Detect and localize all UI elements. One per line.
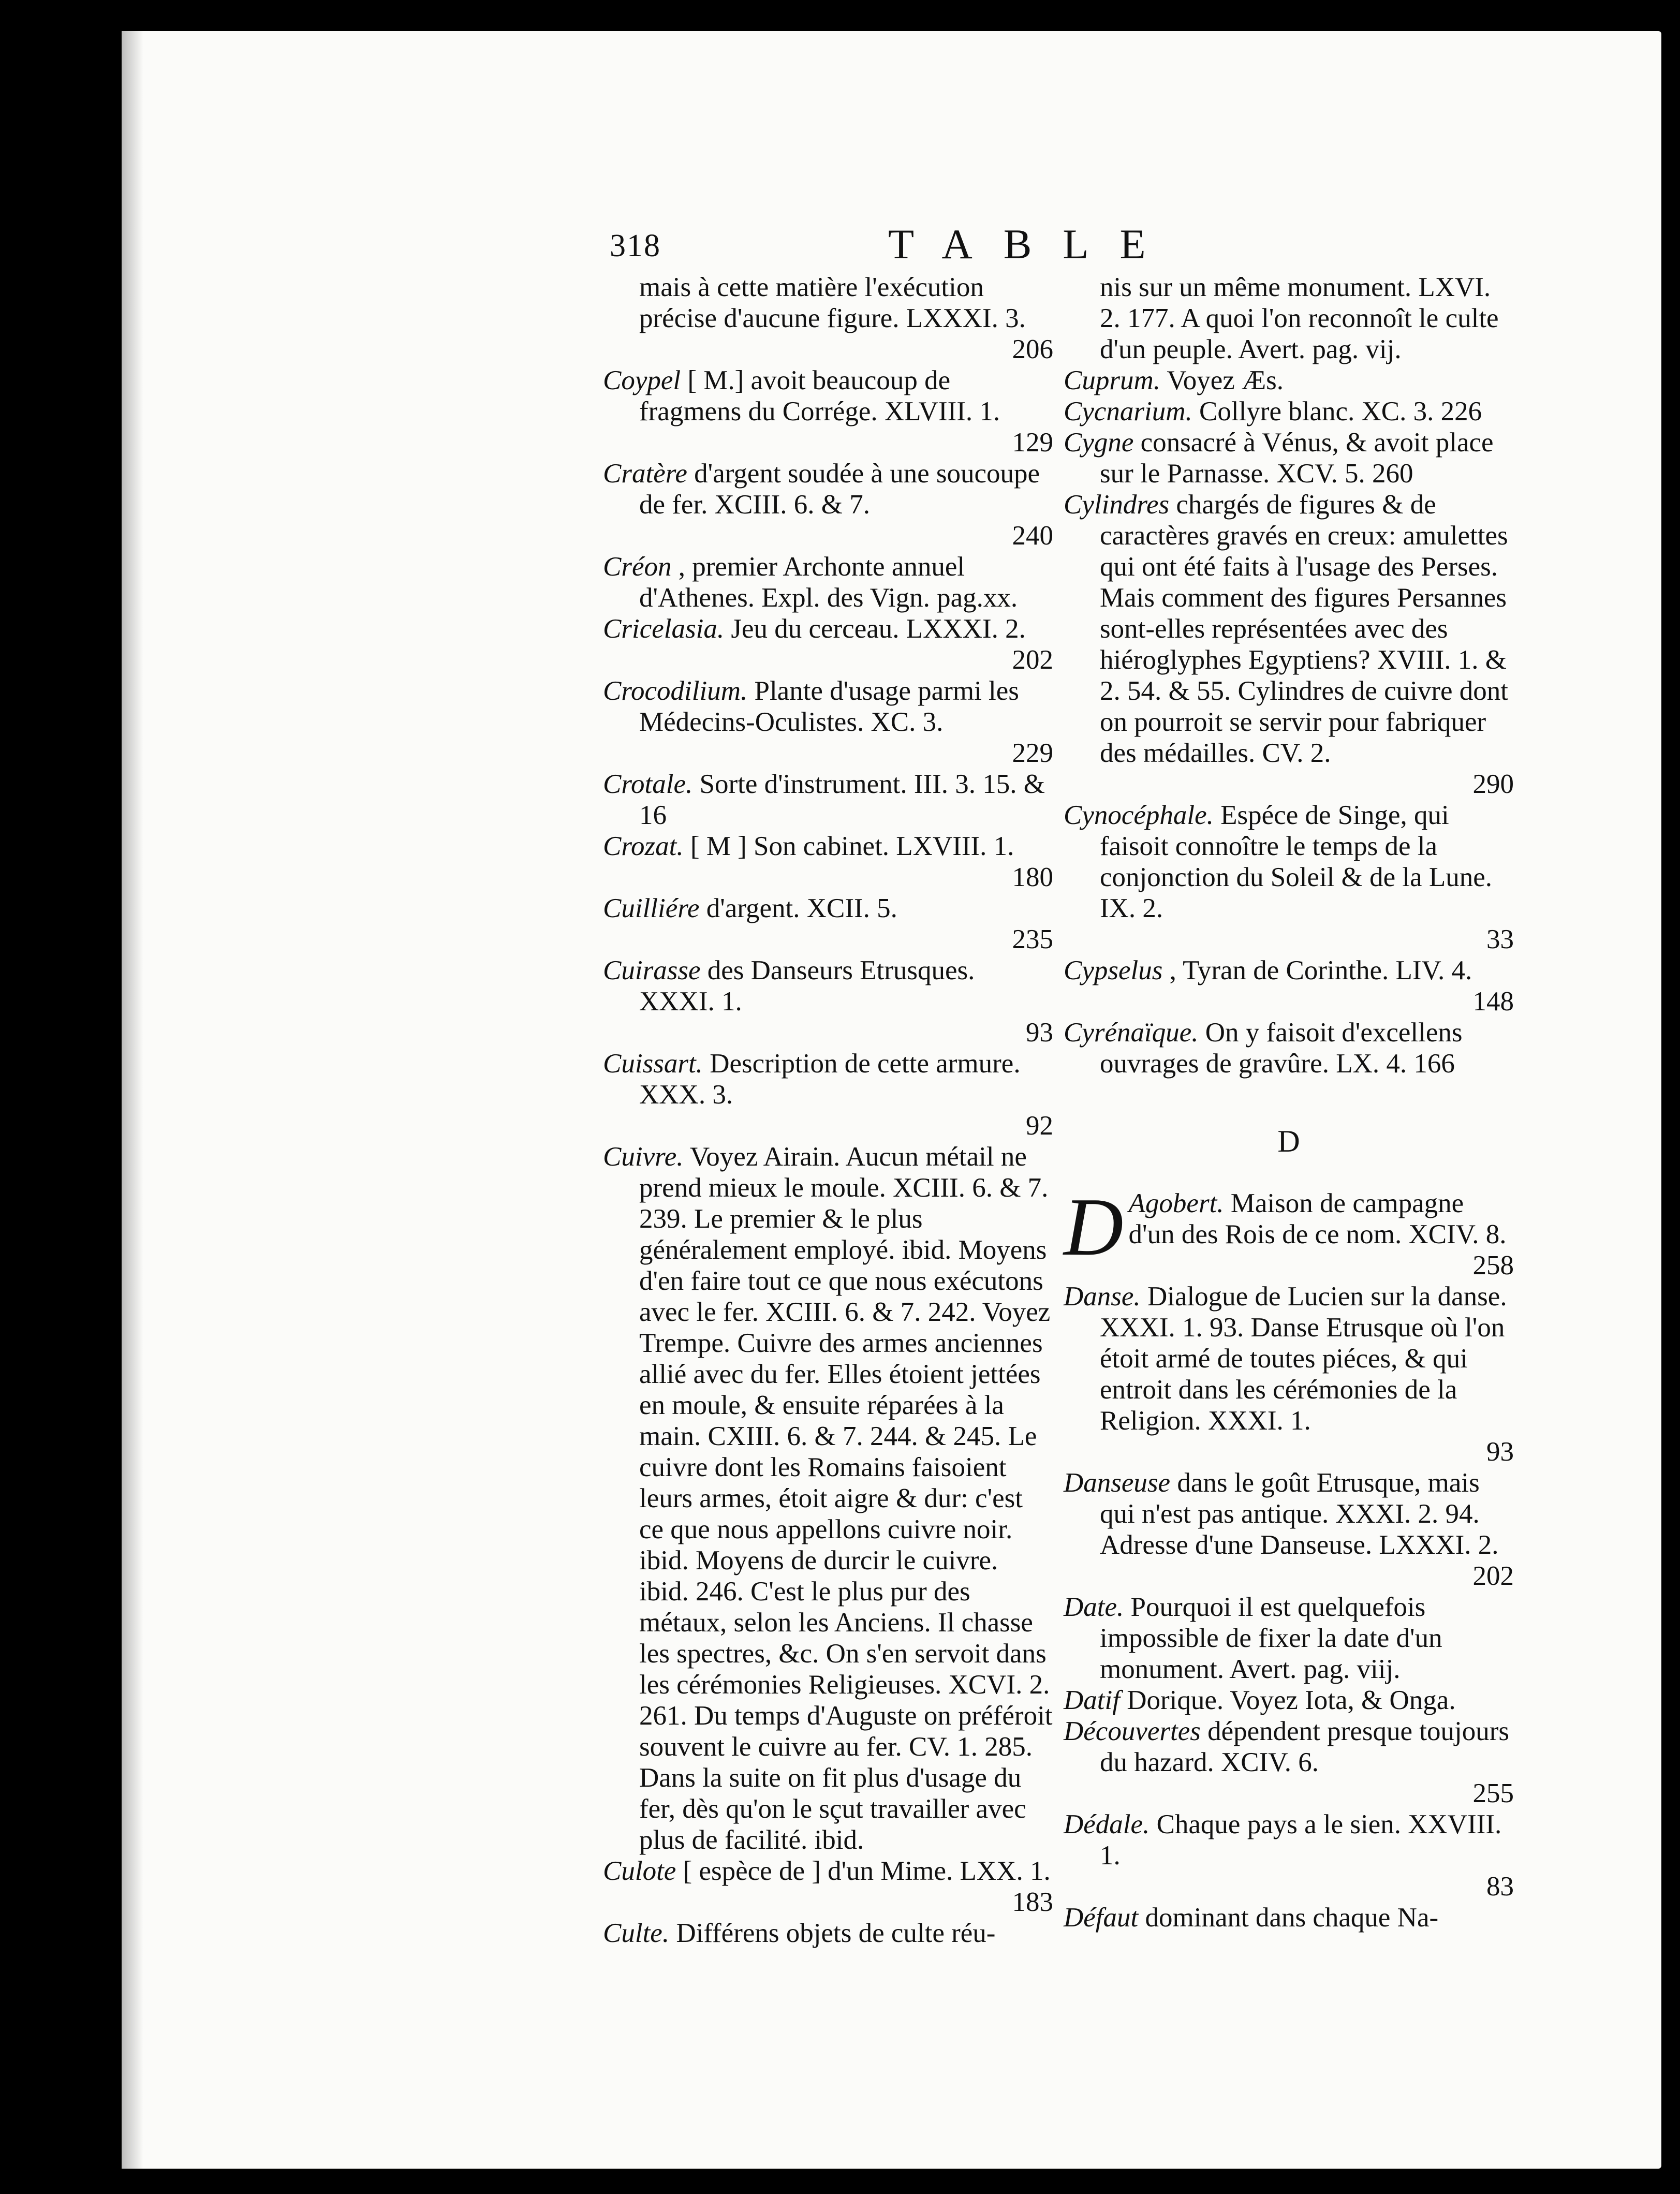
entry-text: Chaque pays a le sien. XXVIII. 1. [1100, 1809, 1502, 1871]
entry-text: dépendent presque toujours du hazard. XCIV. 6. [1100, 1716, 1509, 1777]
right-column [1064, 272, 1514, 1933]
entry-headword: Crotale. [603, 769, 693, 799]
entry-headword: Coypel [603, 365, 681, 395]
entry-text: consacré à Vénus, & avoit place sur le Parnasse. XCV. 5. 260 [1100, 428, 1494, 489]
index-entry [1064, 1181, 1514, 1281]
index-entry [603, 1918, 1053, 1949]
entry-page-ref: 92 [1026, 1111, 1053, 1141]
index-entry [1064, 1017, 1514, 1079]
entry-headword: Cygne [1064, 428, 1134, 458]
index-entry [603, 551, 1053, 613]
entry-page-ref: 290 [1472, 769, 1514, 799]
entry-text: d'argent. XCII. 5. [706, 893, 897, 923]
entry-page-ref: 33 [1486, 924, 1514, 954]
index-entry [603, 769, 1053, 831]
index-entry [603, 1856, 1053, 1918]
index-entry [603, 893, 1053, 955]
entry-page-ref: 183 [1012, 1887, 1053, 1917]
page-gutter-shadow [122, 31, 143, 2169]
entry-text: Dorique. Voyez Iota, & Onga. [1127, 1685, 1456, 1715]
index-entry [1064, 396, 1514, 427]
entry-headword: Date. [1064, 1592, 1124, 1622]
entry-text: Collyre blanc. XC. 3. 226 [1199, 396, 1482, 426]
entry-headword: Cylindres [1064, 490, 1170, 520]
entry-headword: Dédale. [1064, 1809, 1150, 1839]
entry-page-ref: 148 [1472, 986, 1514, 1017]
entry-headword: Culte. [603, 1918, 670, 1948]
entry-headword: Cycnarium. [1064, 396, 1192, 426]
index-entry [1064, 489, 1514, 800]
entry-text: Voyez Æs. [1167, 365, 1284, 395]
entry-text: , Tyran de Corinthe. LIV. 4. [1169, 955, 1472, 985]
index-entry [603, 955, 1053, 1048]
entry-text: Dialogue de Lucien sur la danse. XXXI. 1. 93. Danse Etrusque où l'on étoit armé de toutes piéces, & qui entroit dans les cérémonies de la Religion. XXXI. 1. [1100, 1282, 1507, 1436]
entry-headword: Défaut [1064, 1903, 1139, 1933]
page-number: 318 [610, 228, 661, 263]
entry-page-ref: 93 [1486, 1437, 1514, 1467]
entry-text: nis sur un même monument. LXVI. 2. 177. A quoi l'on reconnoît le culte d'un peuple. Avert. pag. vij. [1100, 272, 1499, 364]
entry-headword: Cuilliére [603, 893, 700, 923]
entry-text: Pourquoi il est quelquefois impossible de fixer la date d'un monument. Avert. pag. viij. [1100, 1592, 1442, 1684]
section-letter: D [1277, 1124, 1300, 1158]
index-entry [1064, 427, 1514, 489]
dropcap-letter: D [1064, 1181, 1124, 1273]
index-entry [603, 1048, 1053, 1141]
entry-page-ref: 129 [1012, 428, 1053, 458]
entry-page-ref: 83 [1486, 1872, 1514, 1902]
entry-page-ref: 180 [1012, 862, 1053, 892]
entry-text: [ espèce de ] d'un Mime. LXX. 1. [683, 1856, 1051, 1886]
index-entry [603, 365, 1053, 458]
entry-text: dominant dans chaque Na- [1145, 1903, 1439, 1933]
entry-headword: Cuivre. [603, 1142, 684, 1172]
index-entry [1064, 365, 1514, 396]
entry-headword: Crozat. [603, 831, 684, 861]
entry-text: , premier Archonte annuel d'Athenes. Expl. des Vign. pag.xx. [639, 552, 1018, 613]
entry-headword: Cuprum. [1064, 365, 1161, 395]
entry-headword: Cuirasse [603, 955, 701, 985]
entry-page-ref: 258 [1472, 1250, 1514, 1280]
index-entry [1064, 272, 1514, 365]
entry-headword: Crocodilium. [603, 676, 748, 706]
entry-text: chargés de figures & de caractères gravés en creux: amulettes qui ont été faits à l'usage des Perses. Mais comment des figures Persannes sont-elles représentées avec des hiéroglyphes Egyptiens? XVIII. 1. & 2. 54. & 55. Cylindres de cuivre dont on pourroit se servir pour fabriquer des médailles. CV. 2. [1100, 490, 1508, 768]
index-entry [603, 613, 1053, 675]
entry-page-ref: 206 [1012, 334, 1053, 364]
entry-text: Plante d'usage parmi les Médecins-Oculistes. XC. 3. [639, 676, 1019, 737]
index-entry [603, 272, 1053, 365]
index-entry [1064, 1592, 1514, 1685]
entry-page-ref: 229 [1012, 738, 1053, 768]
entry-page-ref: 235 [1012, 924, 1053, 954]
index-entry [1064, 955, 1514, 1017]
index-entry [603, 458, 1053, 551]
index-entry [1064, 1902, 1514, 1933]
entry-headword: Agobert. [1128, 1188, 1224, 1218]
right-column-d-entries [1064, 1181, 1514, 1933]
entry-headword: Cricelasia. [603, 614, 725, 644]
entry-text: Jeu du cerceau. LXXXI. 2. [731, 614, 1026, 644]
index-entry [1064, 800, 1514, 955]
index-entry [1064, 1685, 1514, 1716]
entry-text: On y faisoit d'excellens ouvrages de gravûre. LX. 4. 166 [1100, 1018, 1463, 1079]
entry-headword: Danse. [1064, 1282, 1141, 1312]
index-entry [603, 831, 1053, 893]
index-entry [603, 675, 1053, 769]
entry-text: d'argent soudée à une soucoupe de fer. XCIII. 6. & 7. [639, 459, 1040, 520]
entry-text: Espéce de Singe, qui faisoit connoître le temps de la conjonction du Soleil & de la Lune. IX. 2. [1100, 800, 1493, 923]
entry-headword: Cuissart. [603, 1049, 703, 1079]
entry-text: dans le goût Etrusque, mais qui n'est pas antique. XXXI. 2. 94. Adresse d'une Danseuse. LXXXI. 2. [1100, 1468, 1499, 1560]
entry-headword: Cypselus [1064, 955, 1163, 985]
running-title: TABLE [888, 220, 1177, 268]
index-entry [1064, 1281, 1514, 1467]
entry-text: Maison de campagne d'un des Rois de ce nom. XCIV. 8. [1128, 1188, 1507, 1249]
entry-text: Sorte d'instrument. III. 3. 15. & 16 [639, 769, 1045, 830]
entry-headword: Cratère [603, 459, 687, 489]
index-entry [603, 1141, 1053, 1856]
entry-headword: Danseuse [1064, 1468, 1171, 1498]
entry-text: Voyez Airain. Aucun métail ne prend mieux le moule. XCIII. 6. & 7. 239. Le premier & le plus généralement employé. ibid. Moyens d'en faire tout ce que nous exécutons avec le fer. XCIII. 6. & 7. 242. Voyez Trempe. Cuivre des armes anciennes allié avec du fer. Elles étoient jettées en moule, & ensuite réparées à la main. CXIII. 6. & 7. 244. & 245. Le cuivre dont les Romains faisoient leurs armes, étoit aigre & dur: c'est ce que nous appellons cuivre noir. ibid. Moyens de durcir le cuivre. ibid. 246. C'est le plus pur des métaux, selon les Anciens. Il chasse les spectres, &c. On s'en servoit dans les cérémonies Religieuses. XCVI. 2. 261. Du temps d'Auguste on préféroit souvent le cuivre au fer. CV. 1. 285. Dans la suite on fit plus d'usage du fer, dès qu'on le sçut travailler avec plus de facilité. ibid. [639, 1142, 1053, 1855]
entry-headword: Culote [603, 1856, 676, 1886]
index-entry [1064, 1467, 1514, 1592]
entry-page-ref: 255 [1472, 1778, 1514, 1808]
right-column-c-entries [1064, 272, 1514, 1079]
index-entry [1064, 1716, 1514, 1809]
entry-text: Description de cette armure. XXX. 3. [639, 1049, 1021, 1110]
index-entry [1064, 1809, 1514, 1902]
entry-page-ref: 202 [1472, 1561, 1514, 1591]
entry-text: des Danseurs Etrusques. XXXI. 1. [639, 955, 975, 1017]
entry-headword: Cyrénaïque. [1064, 1018, 1199, 1048]
entry-text: mais à cette matière l'exécution précise d'aucune figure. LXXXI. 3. [639, 272, 1026, 333]
entry-text: Différens objets de culte réu- [676, 1918, 996, 1948]
entry-headword: Cynocéphale. [1064, 800, 1214, 830]
entry-text: [ M ] Son cabinet. LXVIII. 1. [690, 831, 1014, 861]
entry-headword: Datif [1064, 1685, 1120, 1715]
entry-headword: Créon [603, 552, 672, 582]
entry-page-ref: 93 [1026, 1018, 1053, 1048]
entry-page-ref: 240 [1012, 521, 1053, 551]
entry-page-ref: 202 [1012, 645, 1053, 675]
entry-text: [ M.] avoit beaucoup de fragmens du Corrége. XLVIII. 1. [639, 365, 1000, 426]
entry-headword: Découvertes [1064, 1716, 1201, 1746]
left-column [603, 272, 1053, 1949]
